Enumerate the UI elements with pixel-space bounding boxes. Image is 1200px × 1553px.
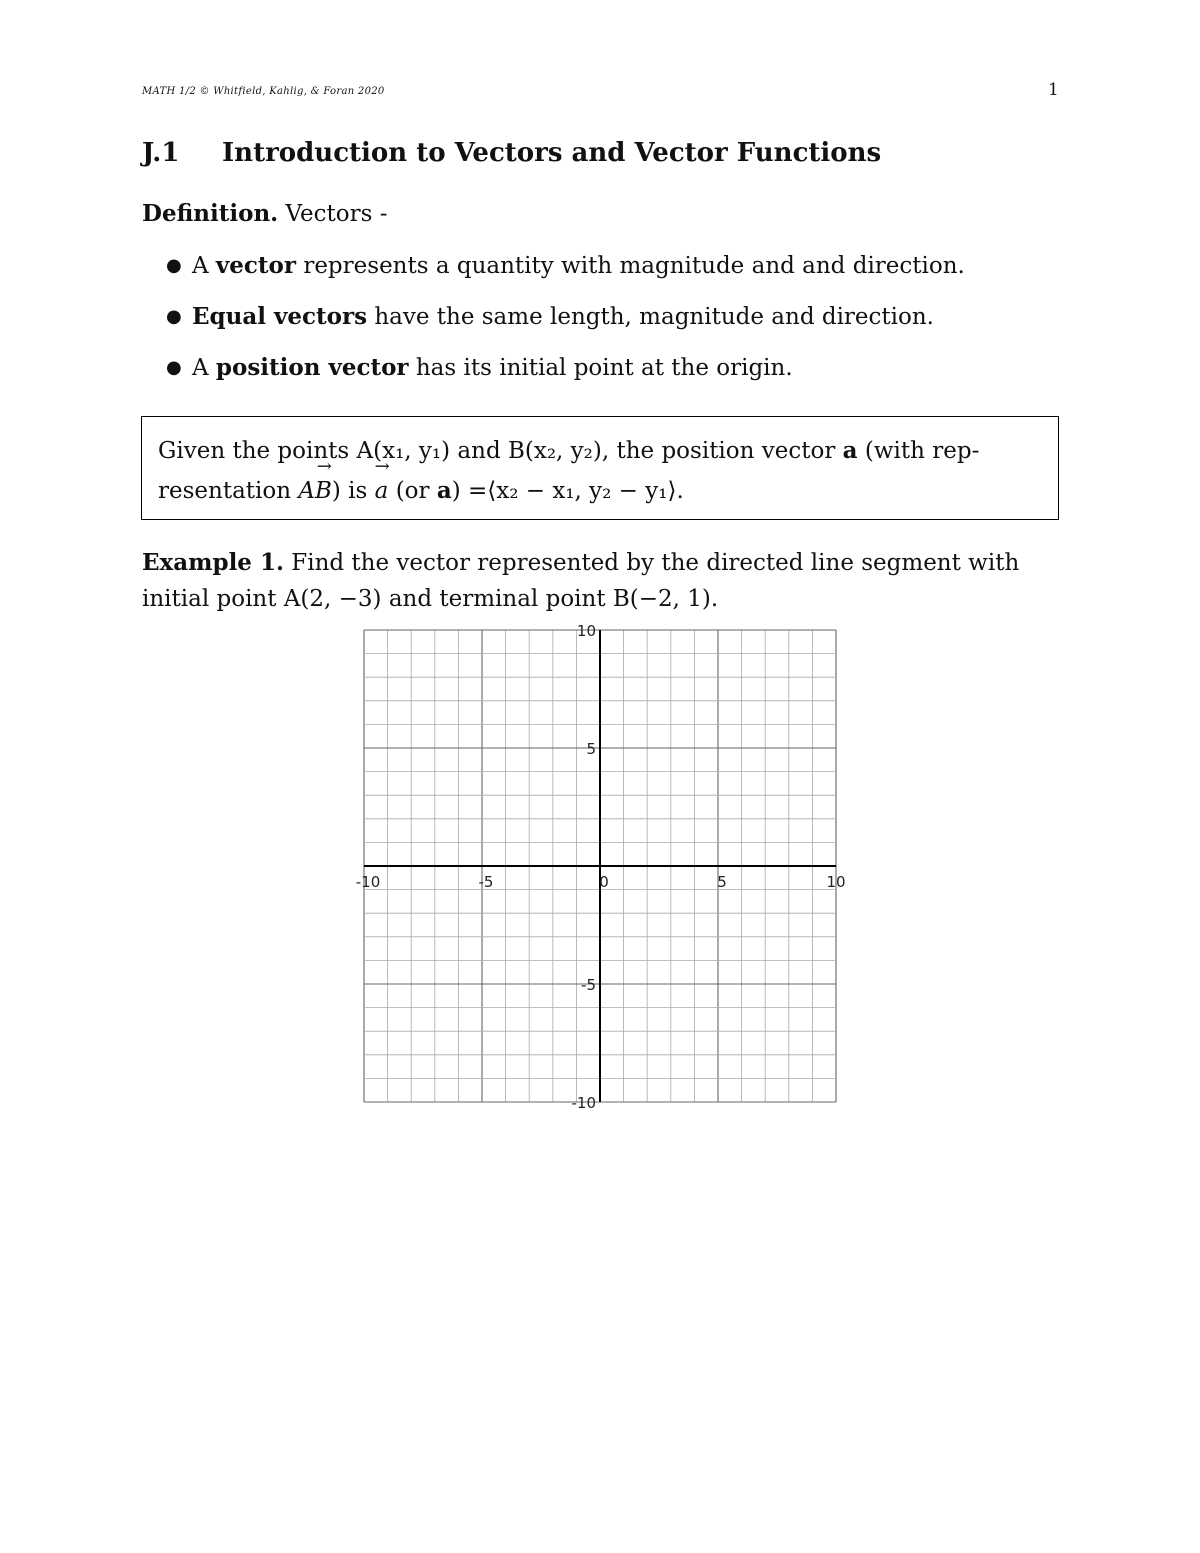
vector-ab: AB → — [298, 471, 332, 511]
page-number: 1 — [1048, 80, 1059, 100]
definition-bullet-list — [166, 252, 965, 405]
bullet-term: position vector — [215, 354, 409, 381]
example-label: Example 1. — [142, 549, 284, 576]
formula-text: resentation — [158, 478, 292, 504]
bullet-text: has its initial point at the origin. — [408, 355, 793, 381]
coordinate-grid — [355, 622, 846, 1112]
y-tick-label: 5 — [586, 740, 596, 758]
section-title — [142, 138, 881, 168]
x-tick-label: -10 — [355, 873, 381, 891]
running-header: MATH 1/2 © Whitfield, Kahlig, & Foran 2020 — [142, 86, 385, 97]
y-tick-label: 10 — [576, 622, 596, 640]
definition-text: Vectors - — [285, 201, 388, 227]
bullet-text: A — [192, 355, 216, 381]
bullet-dot-icon: ● — [166, 357, 182, 378]
formula-text: ) is — [331, 478, 368, 504]
bullet-dot-icon: ● — [166, 255, 182, 276]
section-heading: Introduction to Vectors and Vector Functions — [222, 138, 882, 168]
component-formula: ) =⟨x₂ − x₁, y₂ − y₁⟩. — [451, 478, 684, 504]
position-vector-formula-box — [141, 416, 1059, 520]
bullet-text: A — [192, 253, 216, 279]
y-tick-label: -5 — [581, 976, 596, 994]
bullet-term: vector — [215, 252, 297, 279]
x-tick-label: -5 — [478, 873, 494, 891]
bullet-term: Equal vectors — [192, 303, 368, 330]
formula-text: (or — [395, 478, 430, 504]
bullet-item — [166, 252, 965, 303]
x-tick-label: 0 — [599, 873, 609, 891]
y-tick-label: -10 — [571, 1094, 596, 1112]
x-tick-label: 10 — [826, 873, 846, 891]
x-tick-label: 5 — [717, 873, 727, 891]
bullet-item — [166, 303, 965, 354]
bold-vector-a: a — [842, 437, 858, 464]
formula-text: Given the points A(x₁, y₁) and B(x₂, y₂), the position vector — [158, 438, 836, 464]
vector-a-arrow: a → — [375, 471, 389, 511]
bold-vector-a: a — [436, 477, 452, 504]
definition-line — [142, 200, 387, 227]
section-number: J.1 — [142, 138, 180, 168]
formula-text: (with rep- — [864, 438, 980, 464]
bullet-text: have the same length, magnitude and direction. — [367, 304, 934, 330]
definition-label: Definition. — [142, 200, 279, 227]
example-1 — [142, 545, 1060, 617]
example-text: Find the vector represented by the directed line segment with initial point A(2, −3) and terminal point B(−2, 1). — [142, 550, 1020, 612]
formula-line-1 — [158, 431, 1042, 471]
bullet-text: represents a quantity with magnitude and and direction. — [296, 253, 965, 279]
bullet-item — [166, 354, 965, 405]
formula-line-2 — [158, 471, 1042, 511]
bullet-dot-icon: ● — [166, 306, 182, 327]
